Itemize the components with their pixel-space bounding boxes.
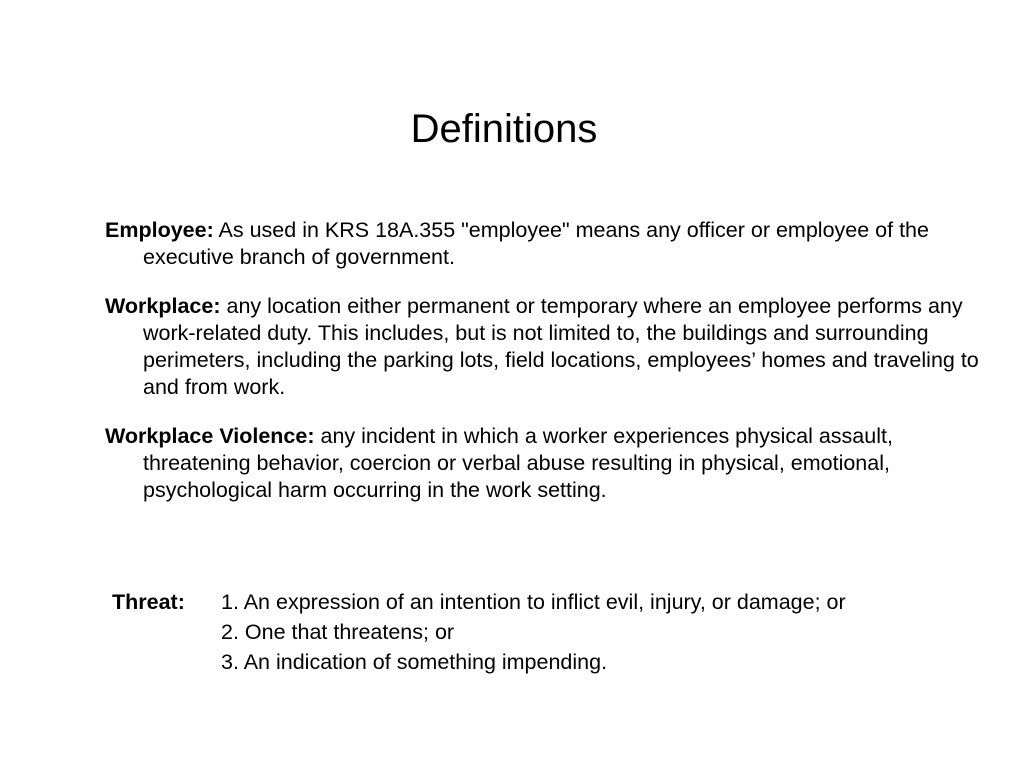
- definition-term: Employee:: [105, 218, 214, 242]
- definition-text: any incident in which a worker experiences physical assault, threatening behavior, coercion or verbal abuse resulting in physical, emotional, psychological harm occurring in the work setting.: [143, 424, 893, 502]
- threat-meanings-list: [221, 587, 1021, 677]
- definition-text: As used in KRS 18A.355 "employee" means any officer or employee of the executive branch of government.: [143, 218, 929, 269]
- definition-text: any location either permanent or temporary where an employee performs any work-related duty. This includes, but is not limited to, the buildings and surrounding perimeters, including the parking lots, field locations, employees’ homes and traveling to and from work.: [143, 294, 979, 399]
- definition-workplace: [105, 293, 985, 401]
- definitions-list: [105, 217, 985, 526]
- definition-term: Workplace:: [105, 294, 221, 318]
- list-item: 1. An expression of an intention to inflict evil, injury, or damage; or: [221, 590, 846, 614]
- list-item: 3. An indication of something impending.: [221, 650, 608, 674]
- definition-term: Workplace Violence:: [105, 424, 315, 448]
- definition-employee: [105, 217, 985, 271]
- definition-workplace-violence: [105, 423, 985, 504]
- slide-title: Definitions: [410, 107, 598, 151]
- list-item: 2. One that threatens; or: [221, 620, 455, 644]
- definition-term: Threat:: [112, 590, 185, 614]
